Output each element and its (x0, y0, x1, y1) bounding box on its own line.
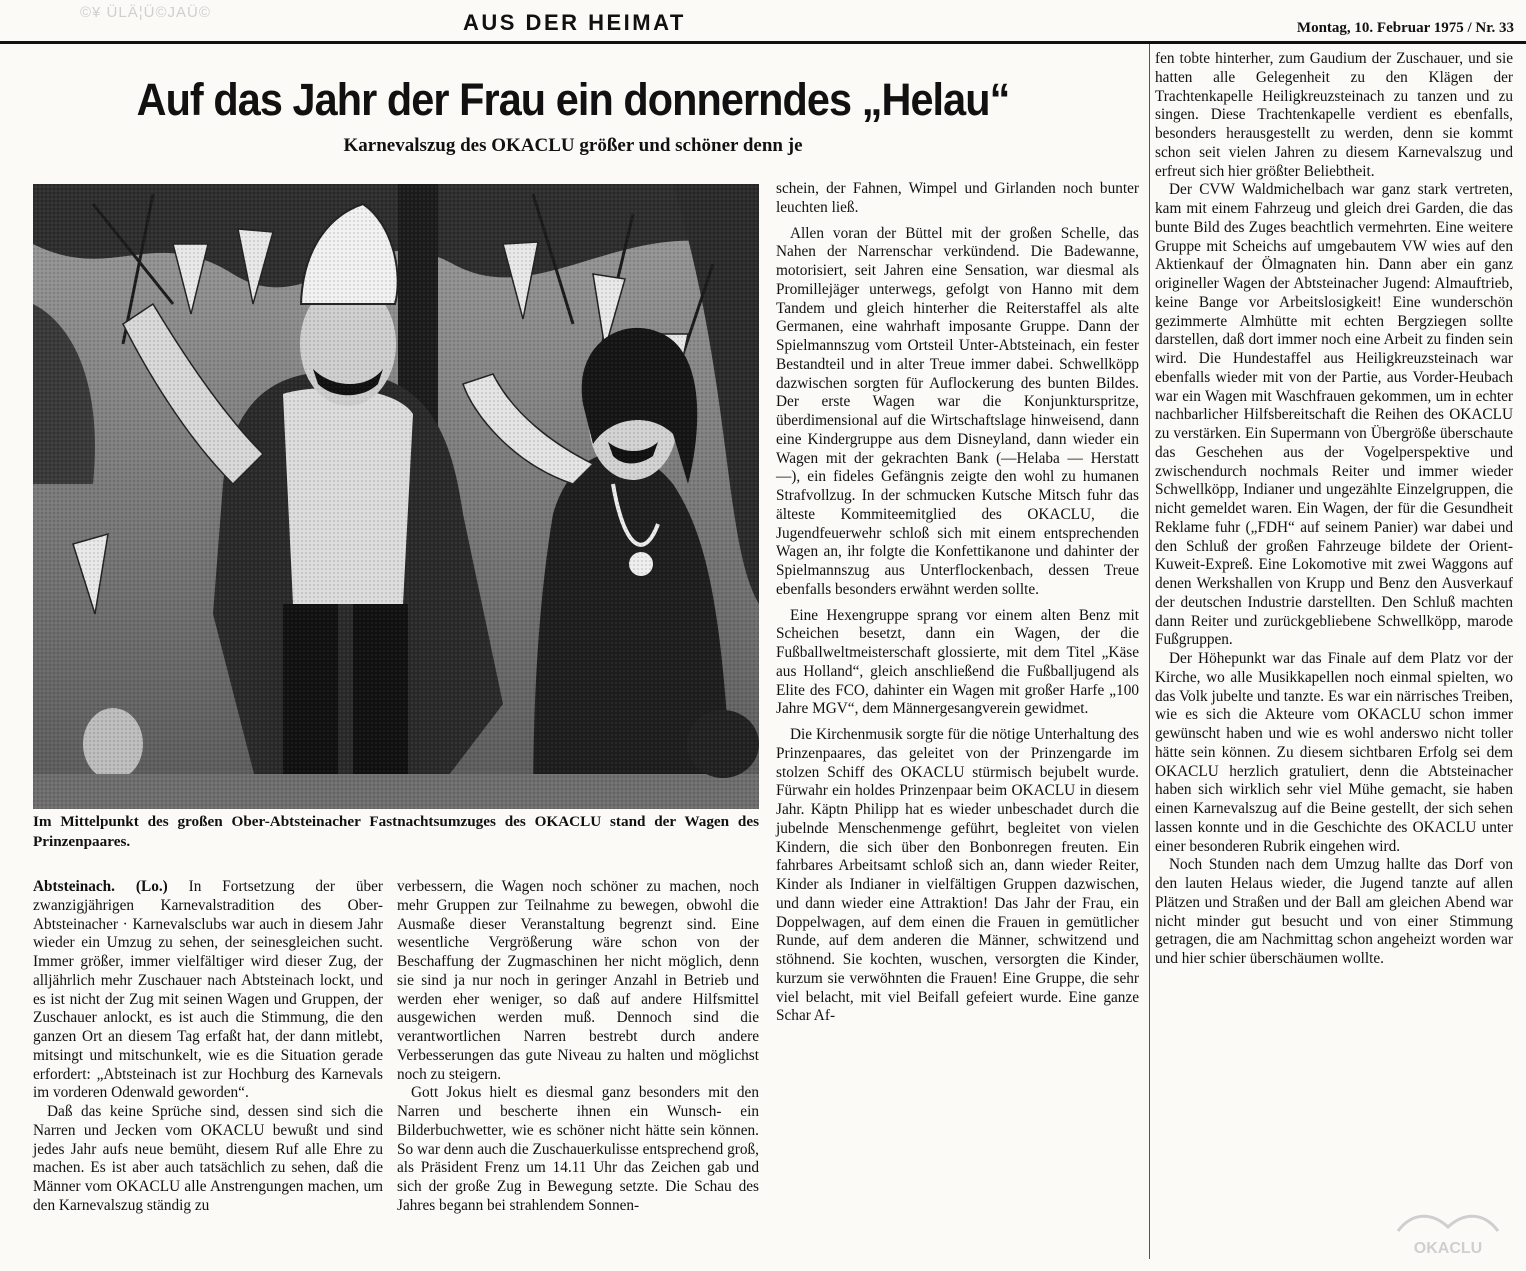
article-paragraph: Der CVW Waldmichelbach war ganz stark vertreten, kam mit einem Fahrzeug und gleich drei Garden, die das bunte Bild des Zuges beachtlich vermehrten. Eine weitere Gruppe mit Scheichs auf umgebautem VW wies auf den Aktienkauf der Ölmagnaten hin. Dann aber ein ganz origineller Wagen der Abtsteinacher Jugend: Almauftrieb, keine Bange vor Arbeitslosigkeit! Eine wunderschön gezimmerte Almhütte mit echten Bergziegen sollte darstellen, daß dort immer noch eine Arbeit zu finden sein wird. Die Hundestaffel aus Heiligkreuzsteinach war ebenfalls wieder mit von der Partie, aus Vorder-Heubach war ein Wagen mit Waschfrauen gekommen, um in echter nachbarlicher Hilfsbereitschaft die Reihen des OKACLU zu verstärken. Ein Supermann von Übergröße überschaute das Geschehen aus der Vogelperspektive und zwischendurch nochmals Reiter und immer wieder Schwellköpp, Indianer und ungezählte Einzelgruppen, die nicht gemeldet waren. Ein Wagen, der für die Gesundheit Reklame fuhr („FDH“ auf seinem Panier) war dabei und den Schluß der großen Fahrzeuge bildete der Orient-Kuweit-Expreß. Eine Lokomotive mit zwei Waggons auf denen Werkshallen von Krupp und Benz den Ausverkauf der deutschen Industrie darstellten. Den Schluß machten dann Reiter und zurückgebliebene Schwellköpp, marode Fußgruppen. (1155, 181, 1513, 649)
photo-caption: Im Mittelpunkt des großen Ober-Abtsteinacher Fastnachtsumzuges des OKACLU stand der Wagen des Prinzenpaares. (33, 813, 759, 850)
article-paragraph: Noch Stunden nach dem Umzug hallte das Dorf von den lauten Helaus wieder, die Jugend tanzte auf allen Plätzen und Straßen und der Ball am gleichen Abend war nicht minder gut besucht und von einer Stimmung getragen, die am Nachmittag schon angeheizt worden war und hier schier überschäumen wollte. (1155, 856, 1513, 967)
article-paragraph: Gott Jokus hielt es diesmal ganz besonders mit den Narren und bescherte ihnen ein Wunsch- ein Bilderbuchwetter, wie es schöner nicht hätte sein können. So war denn auch die Zuschauerkulisse entsprechend groß, als Präsident Frenz um 14.11 Uhr das Zeichen gab und sich der große Zug in Bewegung setzte. Die Schau des Jahres begann bei strahlendem Sonnen- (397, 1084, 759, 1214)
subheadline: Karnevalszug des OKACLU größer und schöner denn je (343, 135, 803, 156)
article-paragraph: Allen voran der Büttel mit der großen Schelle, das Nahen der Narrenschar verkündend. Die Badewanne, motorisiert, seit Jahren eine Sensation, war diesmal als Promillejäger unterwegs, gefolgt von Hanno mit dem Tandem und gleich hinterher die Reiterstaffel als alte Germanen, eine wahrhaft imposante Gruppe. Dann der Spielmannszug vom Ortsteil Unter-Abtsteinach, ein fester Bestandteil und in alter Treue immer dabei. Schwellköpp dazwischen sorgten für Auflockerung des bunten Bildes. Der erste Wagen war die Konjunkturspritze, überdimensional auf die Wirtschaftslage hinweisend, dann eine Kindergruppe aus dem Disneyland, dann wieder ein Wagen mit der gekrachten Bank (—Helaba — Herstatt —), ein fideles Gefängnis zeigte den wohl zu humanen Strafvollzug. In der schmucken Kutsche Mitsch fuhr das älteste Kommiteemitglied des OKACLU, die Jugendfeuerwehr schloß sich mit einem entsprechenden Wagen an, ihr folgte die Konfettikanone und dahinter der Spielmannszug aus Unterflockenbach, dessen Treue ebenfalls besonders erwähnt werden sollte. (776, 224, 1139, 598)
prince-couple-photo (33, 184, 759, 809)
header-rule (0, 41, 1526, 44)
article-paragraph: fen tobte hinterher, zum Gaudium der Zuschauer, und sie hatten alle Gelegenheit zu den Klägen der Trachtenkapelle Heiligkreuzsteinach zu tanzen und zu singen. Diese Trachtenkapelle verdient es ebenfalls, besonders herausgestellt zu werden, denn sie kommt schon seit vielen Jahren zu diesem Karnevalszug und erfreut sich hier größter Beliebtheit. (1155, 50, 1513, 180)
article-paragraph: Der Höhepunkt war das Finale auf dem Platz vor der Kirche, wo alle Musikkapellen noch einmal spielten, wo das Volk jubelte und tanzte. Es war ein närrisches Treiben, wie es sich die Akteure vom OKACLU schon immer gewünscht haben und wie es wohl anderswo nicht toller hätte sein können. Zu diesem sichtbaren Erfolg sei dem OKACLU herzlich gratuliert, denn die Abtsteinacher haben sich wirklich sehr viel Mühe gemacht, sie haben einen Karnevalszug auf die Beine gestellt, der sich sehen lassen konnte und in die Geschichte des OKACLU unter einer besonderen Rubrik eingehen wird. (1155, 650, 1513, 855)
article-paragraph: schein, der Fahnen, Wimpel und Girlanden noch bunter leuchten ließ. (776, 180, 1139, 216)
column-divider-right (1149, 44, 1150, 1259)
photo-illustration (33, 184, 759, 809)
article-paragraph: Die Kirchenmusik sorgte für die nötige Unterhaltung des Prinzenpaares, das geleitet von der Prinzengarde im stolzen Schiff des OKACLU stürmisch bejubelt wurde. Fürwahr ein holdes Prinzenpaar beim OKACLU in diesem Jahr. Käptn Philipp hat es wieder unbeschadet durch die jubelnde Menschenmenge geführt, begleitet von vielen Kindern, die sich über den Bonbonregen freuten. Ein fahrbares Arbeitsamt schloß sich an, dann wieder Reiter, Kinder als Indianer in vielfältigen Gruppen dazwischen, und dann wieder eine Attraktion! Das Jahr der Frau, ein Doppelwagen, auf dem einen die Frauen in gemütlicher Runde, auf dem anderen die Männer, schwitzend und stöhnend. Sie kochten, wuschen, versorgten die Kinder, kurzum sie verwöhnten die Frauen! Eine Gruppe, die sehr viel belacht, mit viel Beifall gefeiert wurde. Eine ganze Schar Af- (776, 726, 1139, 1025)
article-column-2 (397, 878, 759, 1216)
article-column-4 (1155, 50, 1513, 969)
article-column-1 (33, 878, 383, 1216)
faded-header-remnant: ©¥ ÜLÄ¦Ü©JAÜ© (80, 4, 211, 21)
article-paragraph: Eine Hexengruppe sprang vor einem alten Benz mit Scheichen besetzt, dann ein Wagen, der die Fußballweltmeisterschaft glossierte, mit dem Titel „Käse aus Holland“, gleich anschließend die Fußballjugend als Elite des FCO, dahinter ein Wagen mit großer Harfe „100 Jahre MGV“, dem Männergesangverein gewidmet. (776, 606, 1139, 718)
article-paragraph: verbessern, die Wagen noch schöner zu machen, noch mehr Gruppen zur Teilnahme zu bewegen, obwohl die Ausmaße dieser Veranstaltung begrenzt sind. Eine wesentliche Vergrößerung wäre schon von der Beschaffung der Zugmaschinen her nicht möglich, denn sie sind ja nur noch in geringer Anzahl in Betrieb und werden eher weniger, so daß auf andere Hilfsmittel ausgewichen werden muß. Dennoch sind die verantwortlichen Narren bestrebt durch andere Verbesserungen das gute Niveau zu halten und möglichst noch zu steigern. (397, 878, 759, 1083)
okaclu-watermark-logo (1388, 1201, 1508, 1261)
dateline: Abtsteinach. (Lo.) (33, 878, 168, 895)
svg-text:OKACLU: OKACLU (1413, 1240, 1483, 1257)
article-paragraph: Abtsteinach. (Lo.) In Fortsetzung der über zwanzigjährigen Karnevalstradition des Ober-Abtsteinacher · Karnevalsclubs war auch in diesem Jahr wieder ein Umzug zu sehen, der seinesgleichen sucht. Immer größer, immer vielfältiger wird dieser Zug, der alljährlich mehr Zuschauer nach Abtsteinach lockt, und es ist nicht der Zug mit seinen Wagen und Gruppen, der Zuschauer anlockt, es ist auch die Stimmung, die den ganzen Ort an diesem Tag erfaßt hat, der dann mitlebt, mitsingt und mitschunkelt, wie es die Situation gerade erfordert: „Abtsteinach ist zur Hochburg des Karnevals im vorderen Odenwald geworden“. (33, 878, 383, 1102)
headline: Auf das Jahr der Frau ein donnerndes „Helau“ (136, 74, 1010, 125)
article-column-3 (776, 180, 1139, 1026)
date-issue: Montag, 10. Februar 1975 / Nr. 33 (1296, 20, 1514, 36)
article-paragraph: Daß das keine Sprüche sind, dessen sind sich die Narren und Jecken vom OKACLU bewußt und sind jedes Jahr aufs neue bemüht, diesem Ruf alle Ehre zu machen. Es ist aber auch tatsächlich zu sehen, daß die Männer vom OKACLU alle Anstrengungen machen, um den Karnevalszug ständig zu (33, 1103, 383, 1214)
section-title: AUS DER HEIMAT (463, 10, 686, 35)
